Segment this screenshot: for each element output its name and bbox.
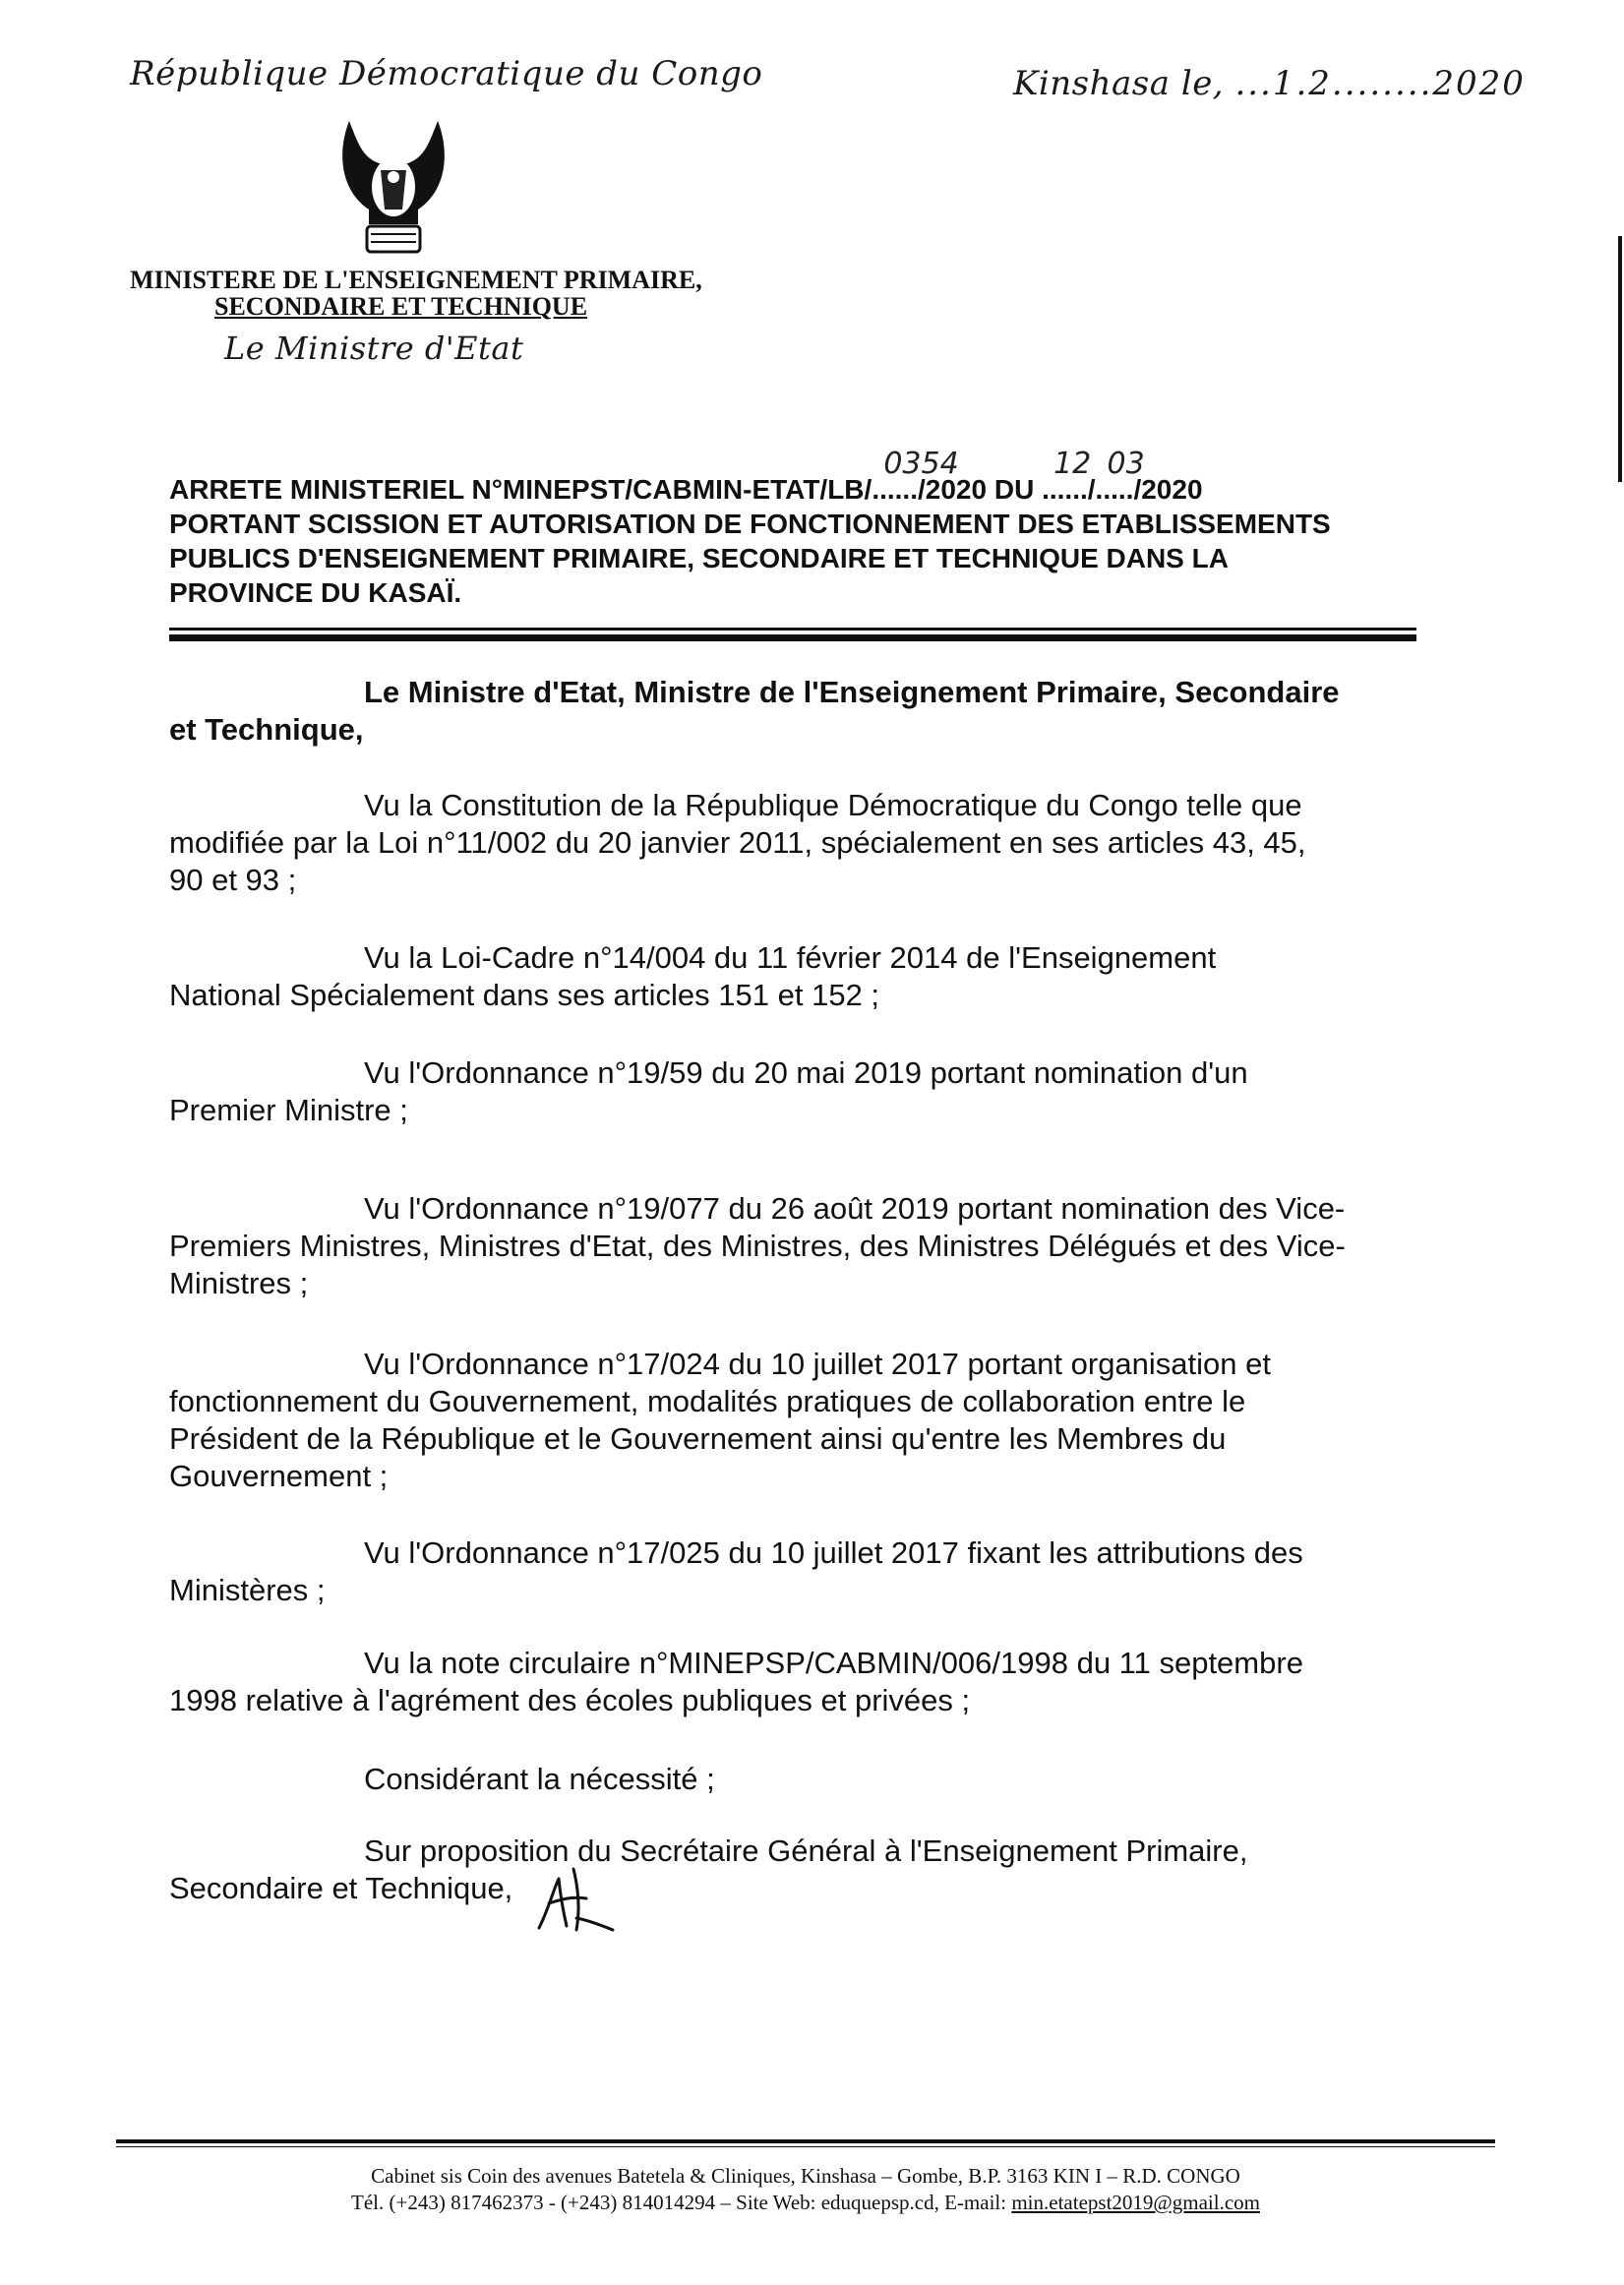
paragraph-loi-cadre [169,939,1416,1014]
footer-email-link[interactable]: min.etatepst2019@gmail.com [1011,2191,1260,2214]
ordonnance-19-59-line1: Vu l'Ordonnance n°19/59 du 20 mai 2019 portant nomination d'un [364,1055,1248,1090]
paragraph-ordonnance-17-025 [169,1534,1416,1609]
ordonnance-17-024-line4: Gouvernement ; [169,1459,389,1493]
considerant-line: Considérant la nécessité ; [364,1762,715,1796]
paragraph-considerant [169,1761,1416,1798]
loi-cadre-line1: Vu la Loi-Cadre n°14/004 du 11 février 2014 de l'Enseignement [364,940,1217,975]
page-edge-mark [1618,236,1622,482]
decree-month-handwritten: 03 [1107,447,1145,481]
constitution-line1: Vu la Constitution de la République Démocratique du Congo telle que [364,788,1302,822]
ordonnance-17-025-line2: Ministères ; [169,1573,326,1607]
place-date-value: ...1.2........2020 [1234,64,1526,103]
footer-contact [116,2191,1495,2215]
minister-line2: et Technique, [169,712,364,747]
decree-year-du: /2020 DU [918,474,1035,505]
title-rule-thin [169,628,1416,631]
footer-rule-thick [116,2139,1495,2143]
loi-cadre-line2: National Spécialement dans ses articles 151 et 152 ; [169,978,880,1012]
paragraph-ordonnance-19-59 [169,1054,1416,1129]
decree-title-line1: ARRETE MINISTERIEL N°MINEPST/CABMIN-ETAT/LB/...... 0354 /2020 DU ...... 12 /..... 03 /2020 [169,447,1203,505]
place-date-label: Kinshasa le, [1013,64,1225,103]
decree-prefix: ARRETE MINISTERIEL N°MINEPST/CABMIN-ETAT/LB/ [169,474,872,505]
paragraph-circulaire [169,1645,1416,1719]
paragraph-minister [169,674,1416,749]
ordonnance-19-077-line3: Ministres ; [169,1266,309,1300]
decree-day-blank: ...... [1042,474,1088,505]
minister-line1: Le Ministre d'Etat, Ministre de l'Enseignement Primaire, Secondaire [364,675,1340,709]
ordonnance-17-024-line3: Président de la République et le Gouvernement ainsi qu'entre les Membres du [169,1421,1227,1456]
decree-number-handwritten: 0354 [883,447,959,481]
decree-title [169,447,1413,610]
minister-title: Le Ministre d'Etat [224,330,524,367]
ordonnance-19-59-line2: Premier Ministre ; [169,1093,408,1127]
ministry-name-line1: MINISTERE DE L'ENSEIGNEMENT PRIMAIRE, [130,266,702,294]
ministry-name-line2: SECONDAIRE ET TECHNIQUE [214,292,588,321]
decree-title-line2: PORTANT SCISSION ET AUTORISATION DE FONCTIONNEMENT DES ETABLISSEMENTS [169,509,1331,539]
ordonnance-19-077-line1: Vu l'Ordonnance n°19/077 du 26 août 2019 portant nomination des Vice- [364,1191,1346,1226]
paragraph-constitution [169,787,1416,899]
place-date [1013,64,1526,103]
paragraph-ordonnance-19-077 [169,1190,1416,1302]
circulaire-line1: Vu la note circulaire n°MINEPSP/CABMIN/006/1998 du 11 septembre [364,1646,1303,1680]
paragraph-proposition [169,1833,1416,1907]
constitution-line2: modifiée par la Loi n°11/002 du 20 janvier 2011, spécialement en ses articles 43, 45, [169,825,1306,860]
ordonnance-17-025-line1: Vu l'Ordonnance n°17/025 du 10 juillet 2017 fixant les attributions des [364,1535,1303,1570]
footer-rule-thin [116,2146,1495,2147]
footer-contact-text: Tél. (+243) 817462373 - (+243) 814014294 – Site Web: eduquepsp.cd, E-mail: [351,2191,1012,2214]
paragraph-ordonnance-17-024 [169,1346,1416,1495]
constitution-line3: 90 et 93 ; [169,863,297,897]
ordonnance-19-077-line2: Premiers Ministres, Ministres d'Etat, des Ministres, des Ministres Délégués et des Vice- [169,1229,1346,1263]
decree-number-blank: ...... [872,474,918,505]
ordonnance-17-024-line1: Vu l'Ordonnance n°17/024 du 10 juillet 2017 portant organisation et [364,1347,1271,1381]
proposition-line2: Secondaire et Technique, [169,1871,513,1905]
decree-month-blank: ..... [1095,474,1134,505]
coat-of-arms-emblem [330,116,457,259]
initials-signature [519,1849,618,1938]
circulaire-line2: 1998 relative à l'agrément des écoles publiques et privées ; [169,1683,971,1717]
ordonnance-17-024-line2: fonctionnement du Gouvernement, modalités pratiques de collaboration entre le [169,1384,1246,1418]
decree-day-handwritten: 12 [1053,447,1092,481]
decree-title-line3: PUBLICS D'ENSEIGNEMENT PRIMAIRE, SECONDAIRE ET TECHNIQUE DANS LA [169,543,1229,573]
title-rule-thick [169,634,1416,641]
decree-year-end: /2020 [1133,474,1203,505]
proposition-line1: Sur proposition du Secrétaire Général à l'Enseignement Primaire, [364,1834,1248,1868]
decree-title-line4: PROVINCE DU KASAÏ. [169,577,462,608]
footer-address: Cabinet sis Coin des avenues Batetela & Cliniques, Kinshasa – Gombe, B.P. 3163 KIN I – R.D. CONGO [371,2164,1240,2188]
republic-heading: République Démocratique du Congo [130,54,763,93]
